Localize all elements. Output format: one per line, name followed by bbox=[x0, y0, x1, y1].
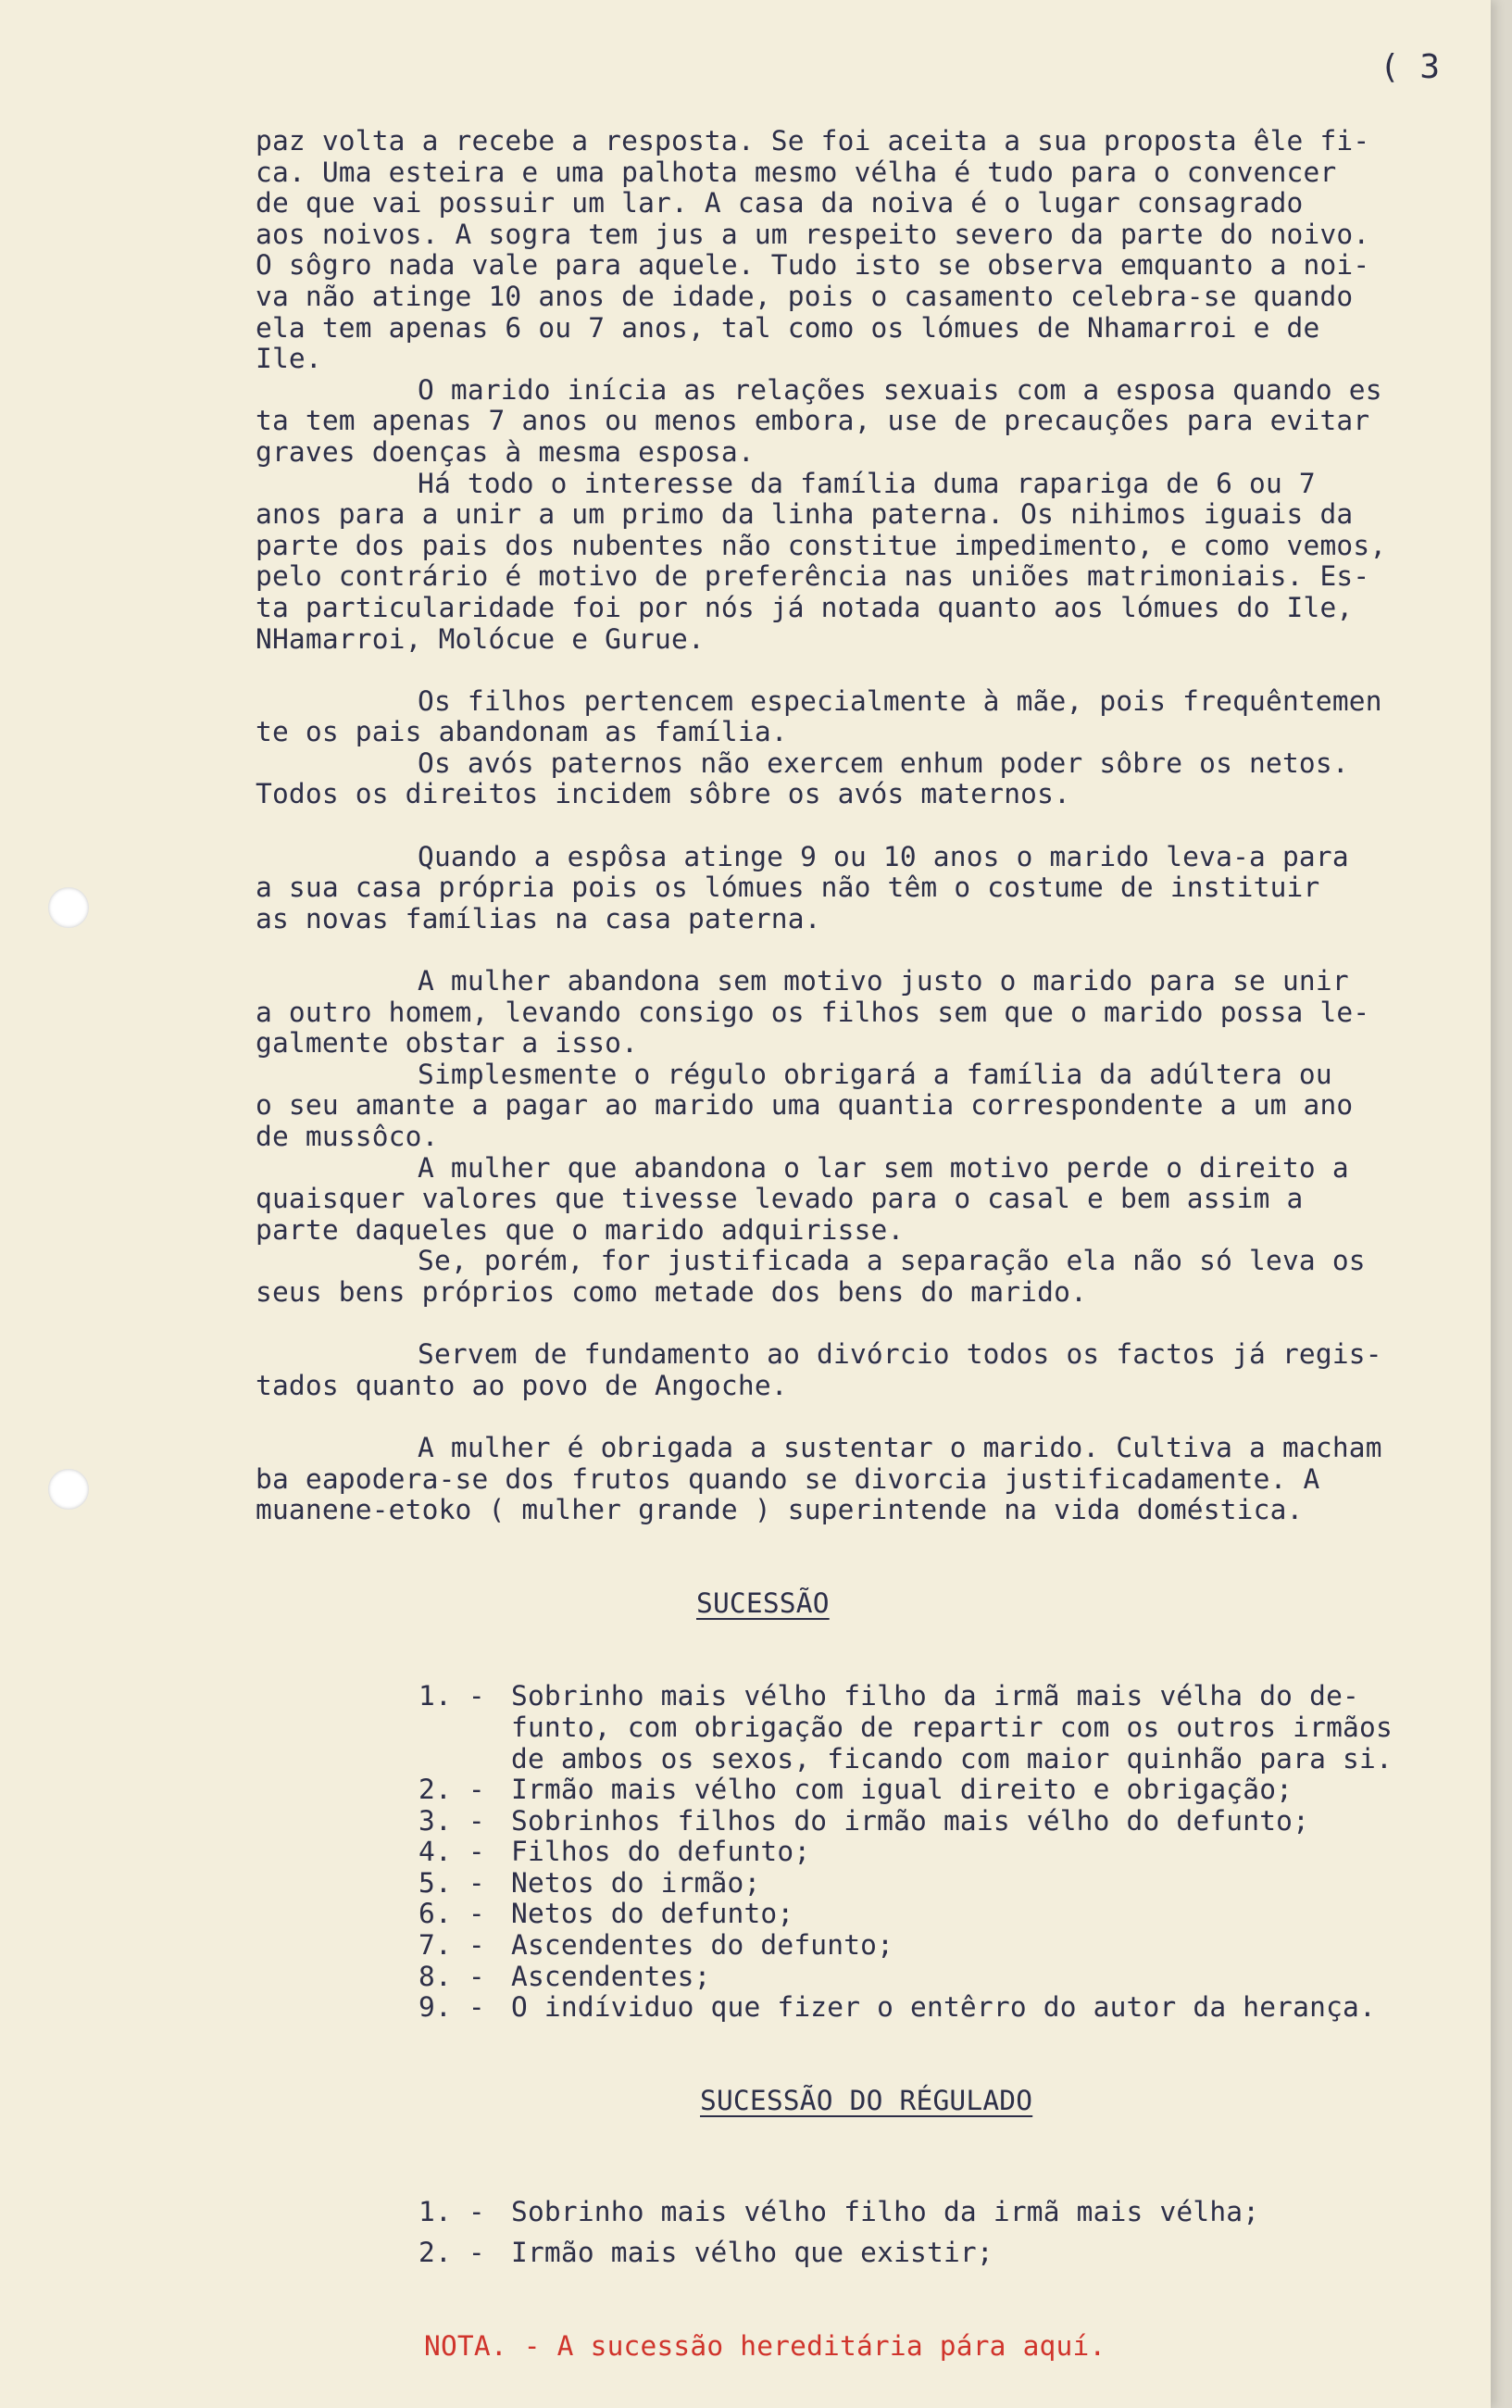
succession-list bbox=[256, 1681, 1487, 2024]
paragraph bbox=[256, 1339, 1487, 1401]
list-number: 4. - bbox=[419, 1836, 485, 1868]
text-line: parte daqueles que o marido adquirisse. bbox=[256, 1213, 905, 1246]
text-line: A mulher é obrigada a sustentar o marido. Cultiva a macham bbox=[418, 1431, 1382, 1463]
list-item bbox=[256, 1899, 1487, 1930]
spacer bbox=[256, 2116, 1487, 2178]
text-line: tados quanto ao povo de Angoche. bbox=[256, 1369, 788, 1401]
list-number: 1. - bbox=[419, 1680, 485, 1712]
text-line: ela tem apenas 6 ou 7 anos, tal como os lómues de Nhamarroi e de bbox=[256, 311, 1320, 344]
page-number: ( 3 bbox=[1380, 48, 1441, 86]
text-line: A mulher que abandona o lar sem motivo perde o direito a bbox=[418, 1151, 1349, 1184]
text-line: ca. Uma esteira e uma palhota mesmo vélha é tudo para o convencer bbox=[256, 156, 1337, 188]
text-line: a outro homem, levando consigo os filhos sem que o marido possa le- bbox=[256, 996, 1370, 1028]
regulado-succession-list bbox=[256, 2197, 1487, 2268]
paragraph bbox=[256, 1153, 1487, 1247]
paragraph bbox=[256, 1246, 1487, 1308]
text-line: O indíviduo que fizer o entêrro do autor da herança. bbox=[511, 1991, 1376, 2024]
text-line: ba eapodera-se dos frutos quando se divorcia justificadamente. A bbox=[256, 1462, 1320, 1495]
section-heading-sucessao: SUCESSÃO bbox=[696, 1587, 830, 1619]
text-line: ta particularidade foi por nós já notada quanto aos lómues do Ile, bbox=[256, 591, 1354, 623]
text-line: de mussôco. bbox=[256, 1121, 439, 1152]
paragraph bbox=[256, 469, 1487, 656]
spacer bbox=[256, 1309, 1487, 1340]
list-item bbox=[256, 1806, 1487, 1837]
list-number: 1. - bbox=[419, 2196, 485, 2228]
spacer bbox=[256, 655, 1487, 686]
list-item bbox=[256, 1962, 1487, 1993]
nota-remark: NOTA. - A sucessão hereditária pára aquí. bbox=[424, 2329, 1106, 2362]
spacer bbox=[256, 1526, 1487, 1588]
paragraph bbox=[256, 686, 1487, 748]
list-item bbox=[256, 1681, 1487, 1775]
paragraph bbox=[256, 126, 1487, 375]
spacer bbox=[256, 934, 1487, 966]
list-item bbox=[256, 2238, 1487, 2269]
paragraph bbox=[256, 842, 1487, 935]
text-line: O marido inícia as relações sexuais com a esposa quando es bbox=[418, 373, 1382, 406]
list-number: 5. - bbox=[419, 1866, 485, 1899]
text-line: Sobrinhos filhos do irmão mais vélho do defunto; bbox=[511, 1804, 1310, 1837]
text-line: Ascendentes do defunto; bbox=[511, 1929, 894, 1962]
section-heading-sucessao-regulado: SUCESSÃO DO RÉGULADO bbox=[700, 2084, 1033, 2116]
document-body bbox=[256, 126, 1487, 2362]
text-line: o seu amante a pagar ao marido uma quantia correspondente a um ano bbox=[256, 1089, 1354, 1122]
text-line: Netos do defunto; bbox=[511, 1898, 794, 1930]
list-item bbox=[256, 1992, 1487, 2024]
text-line: parte dos pais dos nubentes não constitue impedimento, e como vemos, bbox=[256, 529, 1387, 561]
spacer bbox=[256, 2269, 1487, 2331]
text-line: Filhos do defunto; bbox=[511, 1836, 811, 1868]
text-line: paz volta a recebe a resposta. Se foi aceita a sua proposta êle fi- bbox=[256, 125, 1370, 157]
list-item bbox=[256, 1930, 1487, 1962]
text-line: Se, porém, for justificada a separação ela não só leva os bbox=[418, 1245, 1366, 1277]
text-line: Servem de fundamento ao divórcio todos os factos já regis- bbox=[418, 1338, 1382, 1371]
text-line: anos para a unir a um primo da linha paterna. Os nihimos iguais da bbox=[256, 498, 1354, 531]
spacer bbox=[256, 2178, 1487, 2197]
list-item bbox=[256, 2197, 1487, 2228]
text-line: Irmão mais vélho que existir; bbox=[511, 2237, 993, 2269]
list-number: 2. - bbox=[419, 1774, 485, 1806]
list-number: 7. - bbox=[419, 1929, 485, 1962]
list-item bbox=[256, 1775, 1487, 1806]
punch-hole-bottom bbox=[48, 1469, 89, 1510]
text-line: Os filhos pertencem especialmente à mãe, pois frequêntemen bbox=[418, 684, 1382, 717]
text-line: aos noivos. A sogra tem jus a um respeito severo da parte do noivo. bbox=[256, 218, 1370, 250]
text-line: Ascendentes; bbox=[511, 1960, 711, 1992]
text-line: seus bens próprios como metade dos bens do marido. bbox=[256, 1275, 1088, 1308]
paragraph bbox=[256, 375, 1487, 469]
text-line: A mulher abandona sem motivo justo o marido para se unir bbox=[418, 965, 1349, 997]
text-line: Sobrinho mais vélho filho da irmã mais vélha; bbox=[511, 2196, 1260, 2228]
paragraph bbox=[256, 748, 1487, 810]
text-line: a sua casa própria pois os lómues não têm o costume de instituir bbox=[256, 872, 1320, 904]
text-line: quaisquer valores que tivesse levado para o casal e bem assim a bbox=[256, 1183, 1304, 1215]
spacer bbox=[256, 2024, 1487, 2086]
list-number: 2. - bbox=[419, 2237, 485, 2269]
text-line: as novas famílias na casa paterna. bbox=[256, 902, 821, 934]
text-line: Há todo o interesse da família duma rapariga de 6 ou 7 bbox=[418, 467, 1316, 499]
text-line: Sobrinho mais vélho filho da irmã mais vélha do de- bbox=[511, 1680, 1359, 1712]
text-line: galmente obstar a isso. bbox=[256, 1027, 639, 1060]
text-line: Ile. bbox=[256, 343, 322, 375]
paragraph bbox=[256, 1060, 1487, 1153]
text-line: pelo contrário é motivo de preferência nas uniões matrimoniais. Es- bbox=[256, 560, 1370, 593]
text-line: de que vai possuir um lar. A casa da noiva é o lugar consagrado bbox=[256, 187, 1304, 219]
text-line: O sôgro nada vale para aquele. Tudo isto se observa emquanto a noi- bbox=[256, 249, 1370, 282]
list-number: 8. - bbox=[419, 1960, 485, 1992]
text-line: graves doenças à mesma esposa. bbox=[256, 435, 755, 468]
paragraph bbox=[256, 1433, 1487, 1526]
spacer bbox=[256, 1401, 1487, 1433]
punch-hole-top bbox=[48, 887, 89, 928]
list-number: 3. - bbox=[419, 1804, 485, 1837]
list-number: 6. - bbox=[419, 1898, 485, 1930]
text-line: te os pais abandonam as família. bbox=[256, 716, 788, 748]
list-item bbox=[256, 1837, 1487, 1868]
paragraph bbox=[256, 966, 1487, 1060]
text-line: Quando a espôsa atinge 9 ou 10 anos o marido leva-a para bbox=[418, 840, 1349, 872]
text-line: NHamarroi, Molócue e Gurue. bbox=[256, 622, 705, 655]
list-number: 9. - bbox=[419, 1991, 485, 2024]
text-line: ta tem apenas 7 anos ou menos embora, use de precauções para evitar bbox=[256, 405, 1370, 437]
text-line: Netos do irmão; bbox=[511, 1866, 761, 1899]
text-line: Simplesmente o régulo obrigará a família da adúltera ou bbox=[418, 1058, 1332, 1090]
spacer bbox=[256, 810, 1487, 842]
spacer bbox=[256, 1619, 1487, 1681]
text-line: Irmão mais vélho com igual direito e obrigação; bbox=[511, 1774, 1293, 1806]
text-line: de ambos os sexos, ficando com maior quinhão para si. bbox=[511, 1742, 1393, 1775]
text-line: funto, com obrigação de repartir com os outros irmãos bbox=[511, 1711, 1393, 1743]
text-line: muanene-etoko ( mulher grande ) superintende na vida doméstica. bbox=[256, 1494, 1304, 1526]
text-line: Todos os direitos incidem sôbre os avós maternos. bbox=[256, 778, 1071, 810]
text-line: Os avós paternos não exercem enhum poder sôbre os netos. bbox=[418, 746, 1349, 779]
list-item bbox=[256, 1868, 1487, 1900]
text-line: va não atinge 10 anos de idade, pois o casamento celebra-se quando bbox=[256, 280, 1354, 312]
